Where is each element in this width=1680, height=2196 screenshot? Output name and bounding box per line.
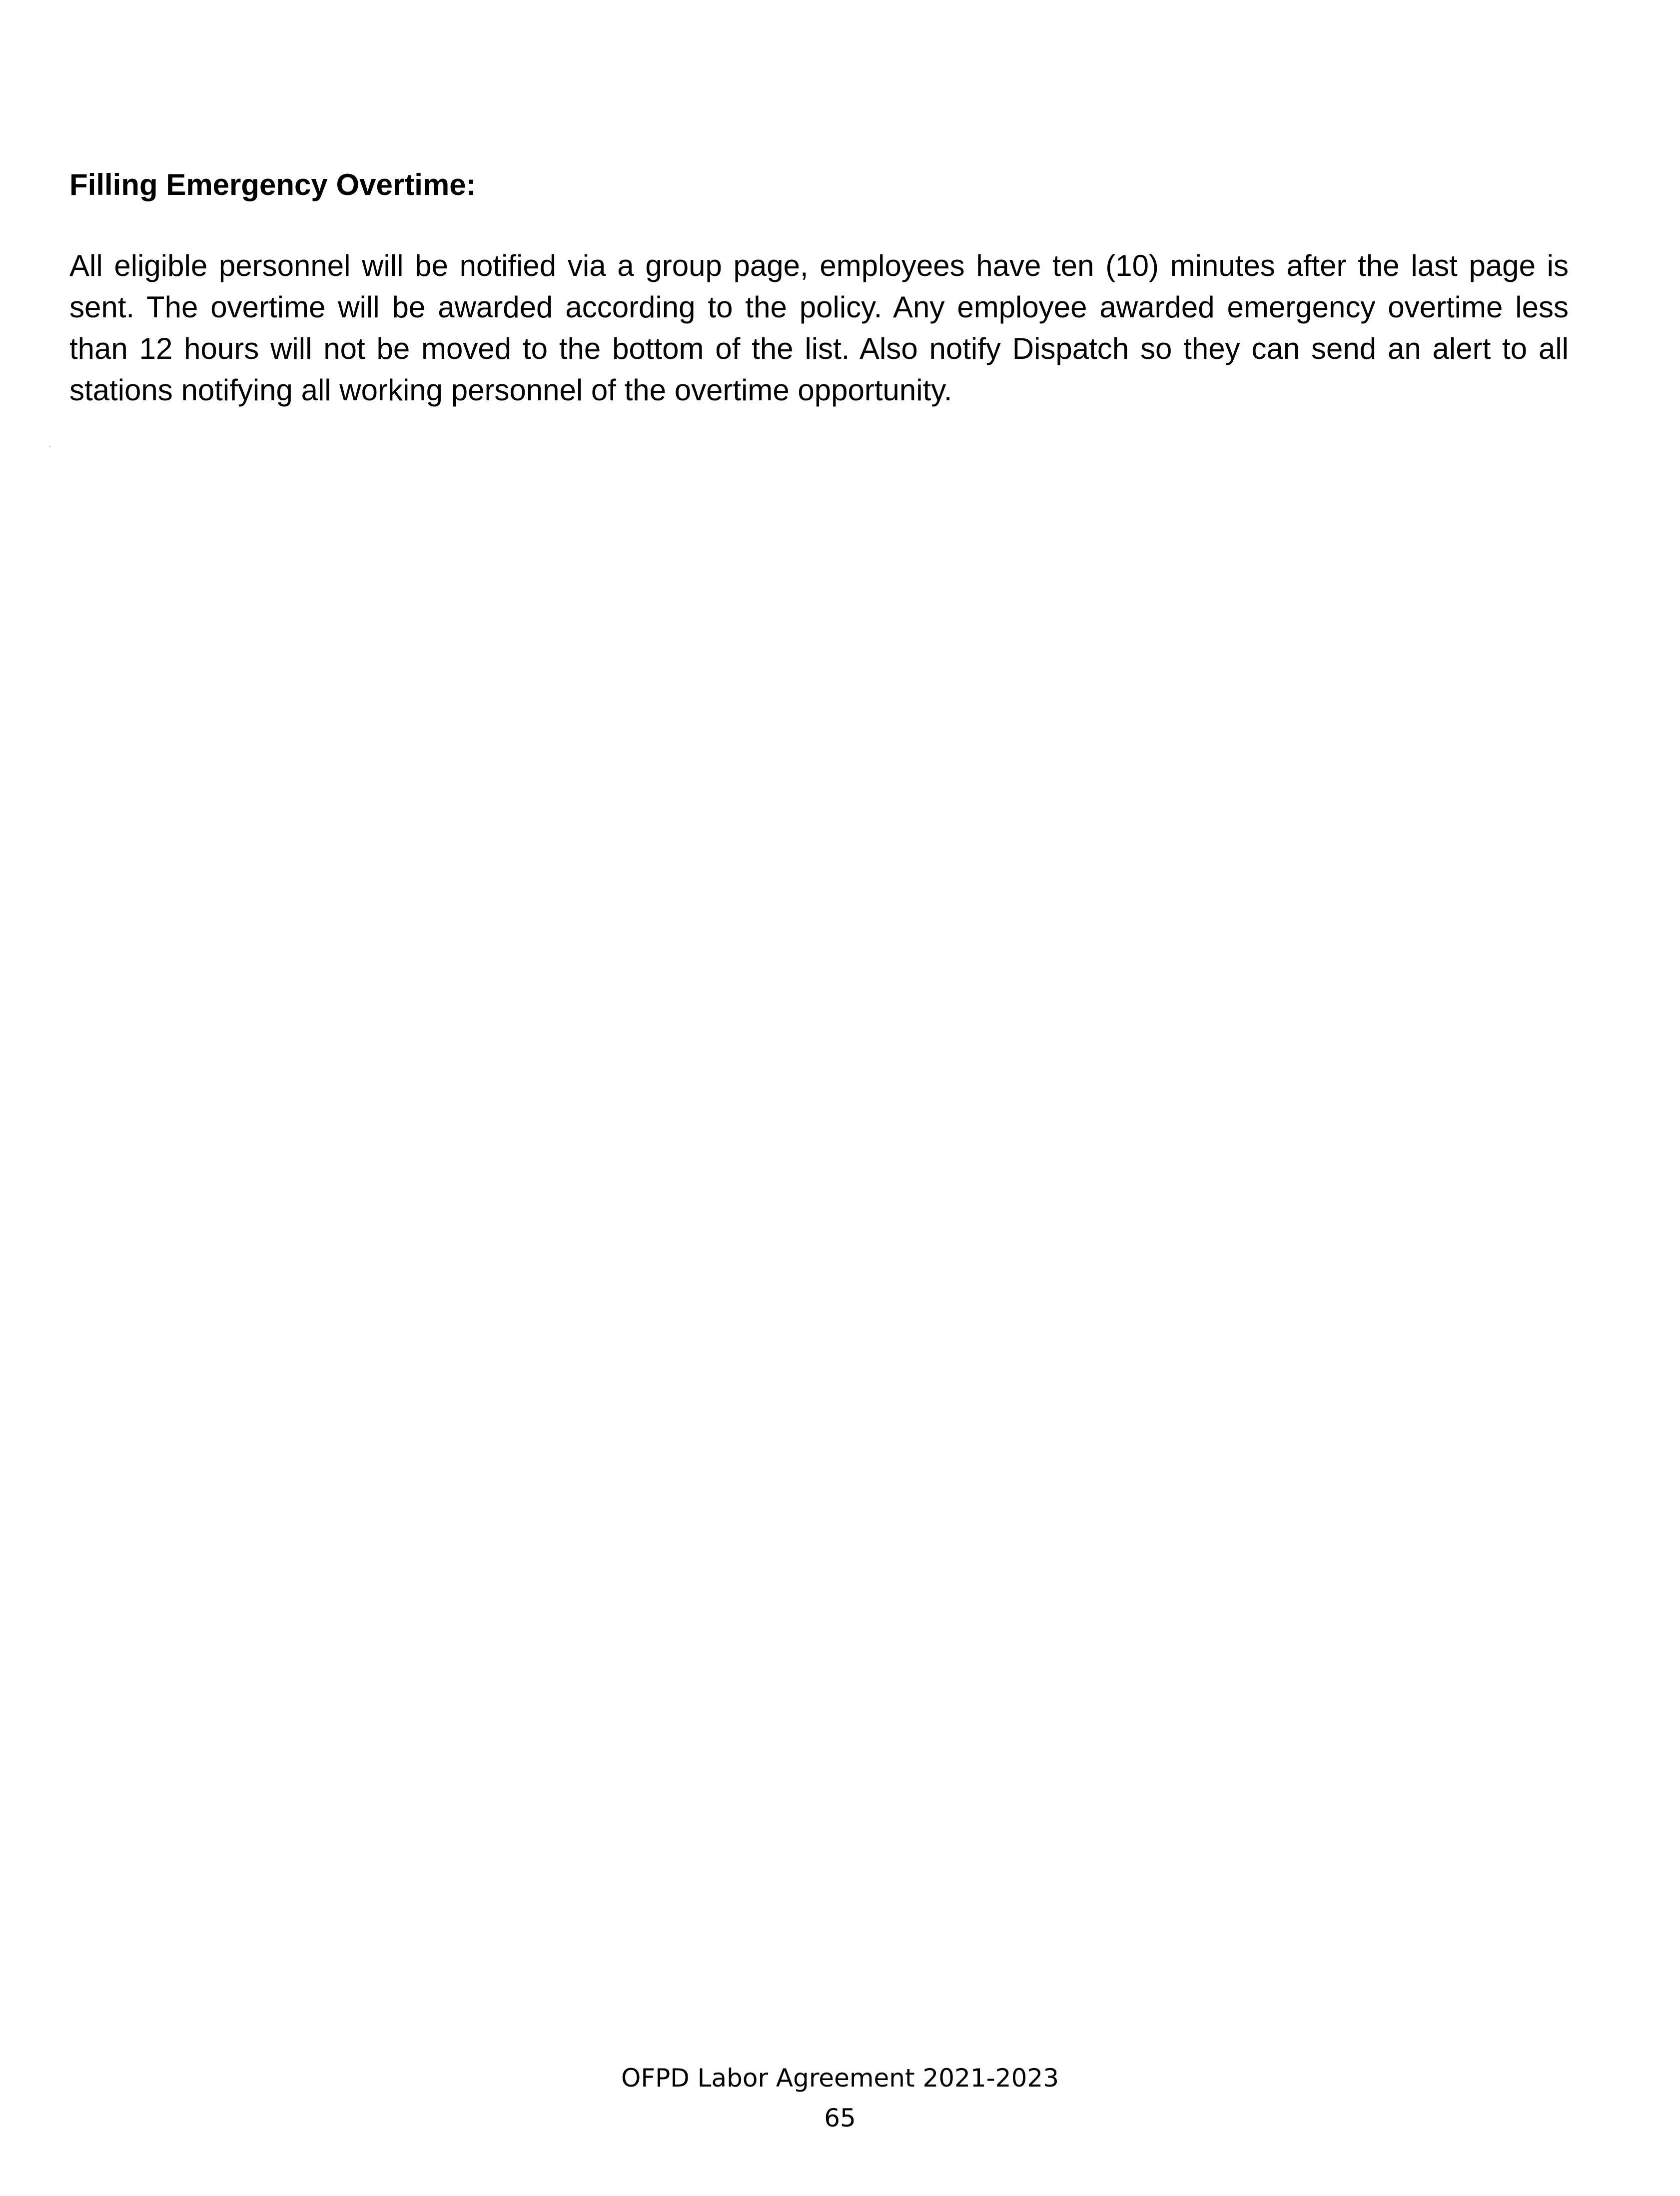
paragraph-line-4: stations notifying all working personnel of the overtime opportunity. — [69, 373, 952, 407]
page-footer — [0, 2058, 1680, 2138]
section-heading: Filling Emergency Overtime: — [69, 168, 476, 201]
paragraph-line-3: than 12 hours will not be moved to the bottom of the list. Also notify Dispatch so they can send an alert to all — [69, 332, 1569, 365]
page-number: 65 — [824, 2104, 856, 2133]
scan-artifact — [49, 446, 50, 447]
footer-title: OFPD Labor Agreement 2021-2023 — [621, 2064, 1059, 2093]
paragraph-line-1: All eligible personnel will be notified via a group page, employees have ten (10) minutes after the last page is — [69, 249, 1569, 282]
body-paragraph — [69, 245, 1569, 411]
paragraph-line-2: sent. The overtime will be awarded according to the policy. Any employee awarded emergency overtime less — [69, 290, 1569, 324]
